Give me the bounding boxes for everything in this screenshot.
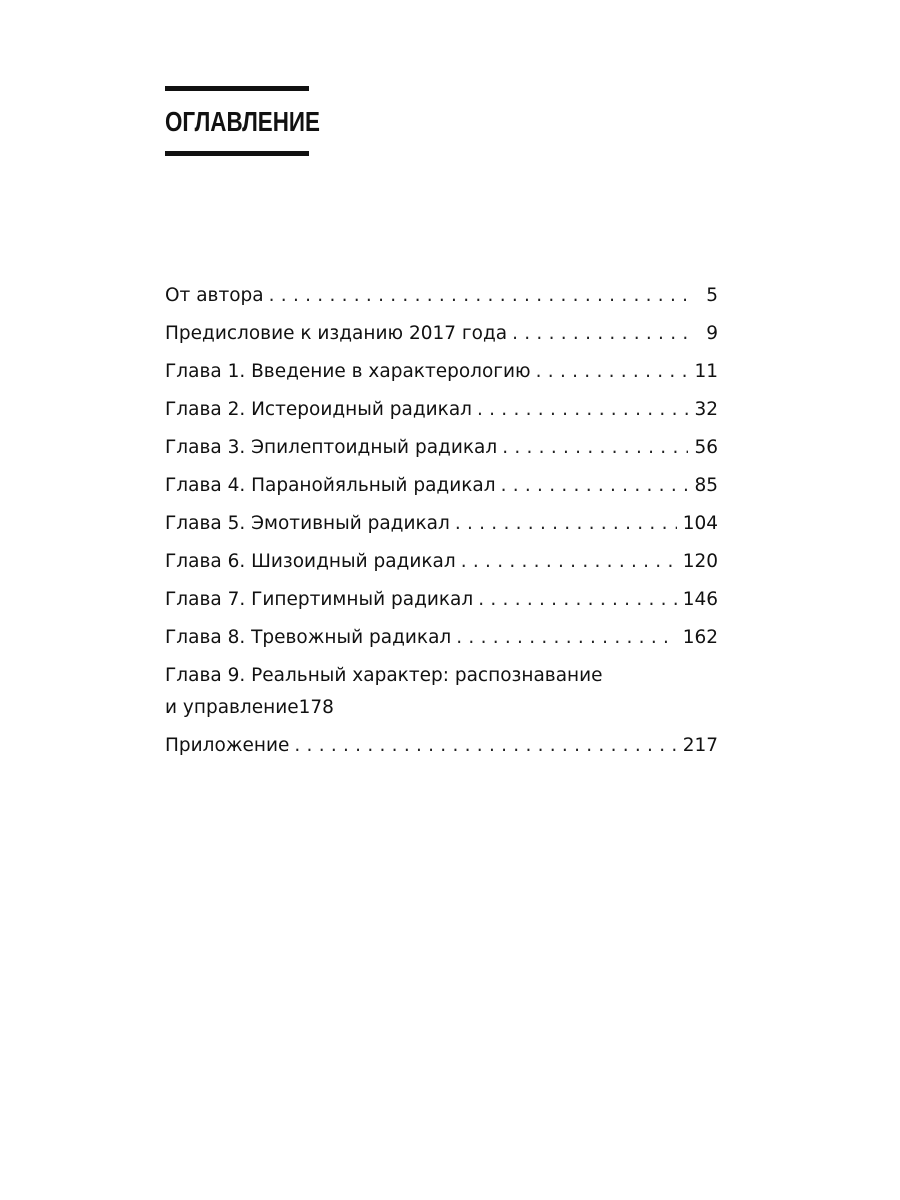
toc-entry-title: Глава 7. Гипертимный радикал <box>165 589 474 610</box>
heading-top-rule <box>165 86 309 91</box>
dot-leader <box>461 546 677 578</box>
toc-entry <box>165 318 718 356</box>
toc-entry <box>165 622 718 660</box>
toc-entry-page: 104 <box>682 513 718 534</box>
toc-entry <box>165 470 718 508</box>
toc-entry-page: 162 <box>682 627 718 648</box>
toc-entry-title: От автора <box>165 285 264 306</box>
toc-entry-title: Глава 1. Введение в характерологию <box>165 361 531 382</box>
dot-leader <box>294 730 676 762</box>
toc-entry <box>165 394 718 432</box>
dot-leader <box>478 584 676 616</box>
table-of-contents <box>165 280 718 768</box>
toc-entry <box>165 432 718 470</box>
toc-entry-page: 217 <box>682 735 718 756</box>
toc-entry-page: 85 <box>694 475 718 496</box>
toc-entry-title: Глава 9. Реальный характер: распознавание <box>165 665 603 686</box>
toc-entry <box>165 356 718 394</box>
toc-entry-page: 9 <box>706 323 718 344</box>
toc-entry <box>165 660 718 724</box>
dot-leader <box>477 394 688 426</box>
toc-entry <box>165 508 718 546</box>
toc-entry-page: 11 <box>694 361 718 382</box>
heading-bottom-rule <box>165 151 309 156</box>
toc-entry-title: Глава 3. Эпилептоидный радикал <box>165 437 498 458</box>
toc-entry-page: 32 <box>694 399 718 420</box>
toc-entry-page: 5 <box>706 285 718 306</box>
toc-entry <box>165 730 718 768</box>
toc-entry-title: Глава 5. Эмотивный радикал <box>165 513 450 534</box>
dot-leader <box>455 508 677 540</box>
toc-entry <box>165 280 718 318</box>
dot-leader <box>269 280 690 312</box>
toc-entry-title-continued: и управление <box>165 697 299 718</box>
page-title: ОГЛАВЛЕНИЕ <box>165 106 320 137</box>
heading-block <box>165 86 359 156</box>
toc-entry-page: 56 <box>694 437 718 458</box>
toc-entry-title: Глава 4. Паранойяльный радикал <box>165 475 496 496</box>
toc-entry-page: 146 <box>682 589 718 610</box>
toc-entry-page: 178 <box>298 697 334 718</box>
toc-entry-title: Предисловие к изданию 2017 года <box>165 323 508 344</box>
dot-leader <box>456 622 676 654</box>
dot-leader <box>502 432 688 464</box>
toc-entry-page: 120 <box>682 551 718 572</box>
toc-entry-title: Приложение <box>165 735 290 756</box>
dot-leader <box>536 356 689 388</box>
toc-entry-continuation <box>165 692 718 724</box>
toc-entry <box>165 546 718 584</box>
dot-leader <box>501 470 689 502</box>
toc-entry-title: Глава 8. Тревожный радикал <box>165 627 452 648</box>
toc-entry-title: Глава 6. Шизоидный радикал <box>165 551 456 572</box>
dot-leader <box>512 318 690 350</box>
toc-entry-title: Глава 2. Истероидный радикал <box>165 399 472 420</box>
toc-entry <box>165 584 718 622</box>
